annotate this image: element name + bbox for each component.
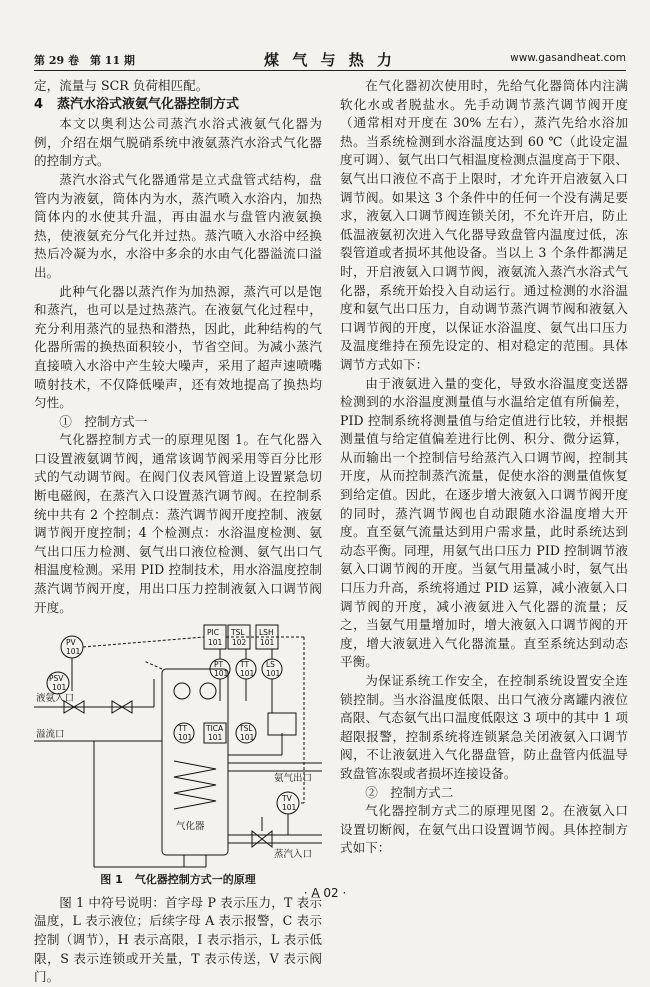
- tt-mid-label-b: 101: [178, 733, 193, 743]
- figure-1-diagram: [34, 621, 322, 869]
- subheading-mode-2: ② 控制方式二: [365, 784, 454, 800]
- pic-label-a: PIC: [207, 628, 219, 638]
- tsl102-label-b: 102: [232, 638, 247, 648]
- paragraph-safety-interlock: 为保证系统工作安全，在控制系统设置安全连锁控制。当水浴温度低限、出口气液分离罐内液位高限、气态氨气出口温度低限这 3 项中的其中 1 项超限报警，控制系统将连锁紧急关闭液氨入口调节阀，不让液氨进入气化器盘管，防止盘管内低温导致盘管冻裂或者损坏连接设备。: [340, 673, 628, 781]
- pt-label-b: 101: [214, 669, 229, 679]
- tsl101-label-a: TSL: [239, 724, 253, 734]
- gauge-right: [200, 683, 216, 699]
- pt-label-a: PT: [214, 660, 224, 670]
- control-diagram-svg: [34, 621, 322, 869]
- journal-website: www.gasandheat.com: [510, 52, 626, 64]
- psv-label-b: 101: [52, 683, 67, 693]
- figure-title: 气化器控制方式一的原理: [134, 873, 256, 887]
- ls-label-a: LS: [266, 660, 275, 670]
- paragraph-mode-1: 气化器控制方式一的原理见图 1。在气化器入口设置液氨调节阀，通常该调节阀采用等百分比形式的气动调节阀。在阀门仪表风管道上设置紧急切断电磁阀，在蒸汽入口设置蒸汽调节阀。在控制系统中共有 2 个控制点：蒸汽调节阀开度控制、液氨调节阀开度控制；4 个检测点：水浴温度检测、氨气出口压力检测、氨气出口液位检测、氨气出口气相温度检测。采用 PID 控制技术，用水浴温度控制蒸汽调节阀开度，用出口压力控制液氨入口调节阀开度。: [34, 432, 322, 615]
- tsl102-label-a: TSL: [231, 628, 245, 638]
- gas-outlet-label: 氨气出口: [274, 773, 313, 785]
- paragraph-first-use: 在气化器初次使用时，先给气化器筒体内注满软化水或者脱盐水。先手动调节蒸汽调节阀开度（通常相对开度在 30% 左右），蒸汽先给水浴加热。当系统检测到水浴温度达到 60 ℃（此设定温度可调）、氨气出口气相温度检测点温度高于下限、氨气出口液位不高于上限时，才允许开启液氨入口调节阀。如果这 3 个条件中的任何一个没有满足要求，液氨入口调节阀连锁关闭，不允许开启，防止低温液氨初次进入气化器导致盘管内温度过低，冻裂管道或者损坏其他设备。当以上 3 个条件都满足时，开启液氨入口调节阀，液氨流入蒸汽水浴式气化器，系统开始投入自动运行。通过检测的水浴温度和氨气出口压力，自动调节蒸汽调节阀和液氨入口调节阀的开度，以保证水浴温度、氨气出口压力及温度维持在预先设定的、相对稳定的范围。具体调节方式如下：: [340, 78, 628, 372]
- tv-label-b: 101: [282, 803, 297, 813]
- pv-label-b: 101: [66, 647, 81, 657]
- ls-label-b: 101: [266, 669, 281, 679]
- tica-label-a: TICA: [206, 724, 224, 734]
- paragraph-continued: 定，流量与 SCR 负荷相匹配。: [34, 78, 209, 93]
- tt-upper-label-b: 101: [240, 669, 255, 679]
- liquid-inlet-label: 液氨入口: [36, 693, 75, 705]
- right-column: [340, 77, 628, 858]
- vaporizer-label: 气化器: [176, 821, 205, 833]
- pic-label-b: 101: [208, 638, 223, 648]
- subheading-mode-1: ① 控制方式一: [59, 413, 148, 429]
- paragraph-pid-regulation: 由于液氨进入量的变化，导致水浴温度变送器检测到的水浴温度测量值与水温给定值有所偏差，PID 控制系统将测量值与给定值进行比较，并根据测量值与给定值偏差进行比例、积分、微分运算，从而输出一个控制信号给蒸汽入口调节阀，控制其开度，从而控制蒸汽流量，促使水浴的测量值恢复到给定值。因此，在逐步增大液氨入口调节阀开度的同时，蒸汽调节阀也自动跟随水浴温度增大开度。直至氨气流量达到用户需求量，此时系统达到动态平衡。同理，用氨气出口压力 PID 控制调节液氨入口调节阀的开度。当氨气用量减小时，氨气出口压力升高，系统将通过 PID 运算，减小液氨入口调节阀的开度，减小液氨进入气化器的流量；反之，当氨气用量增加时，增大液氨入口调节阀的开度，增大液氨进入气化器流量。直至系统达到动态平衡。: [340, 375, 628, 670]
- lsh-label-a: LSH: [259, 628, 274, 638]
- separator-tank: [268, 713, 296, 735]
- volume-issue: 第 29 卷 第 11 期: [34, 54, 135, 67]
- steam-inlet-label: 蒸汽入口: [274, 849, 313, 861]
- section-title: 蒸汽水浴式液氨气化器控制方式: [57, 96, 240, 112]
- paragraph-intro: 本文以奥利达公司蒸汽水浴式液氨气化器为例，介绍在烟气脱硝系统中液氨蒸汽水浴式气化器的控制方式。: [34, 116, 322, 169]
- page-number: · A 02 ·: [303, 886, 347, 900]
- tt-mid-label-a: TT: [178, 724, 188, 734]
- gauge-left: [174, 683, 190, 699]
- left-column: [34, 77, 322, 987]
- paragraph-symbols: 图 1 中符号说明：首字母 P 表示压力，T 表示温度，L 表示液位；后续字母 A 表示报警，C 表示控制（调节），H 表示高限，I 表示指示，L 表示低限，S 表示连锁或开关量，T 表示传送，V 表示阀门。: [34, 894, 322, 985]
- section-number: 4: [34, 96, 44, 112]
- page-header: [34, 44, 626, 71]
- paragraph-structure: 蒸汽水浴式气化器通常是立式盘管式结构，盘管内为液氨，筒体内为水，蒸汽喷入水浴内，加热筒体内的水使其升温，再由温水与盘管内液氨换热，使液氨充分气化并过热。蒸汽喷入水浴中经换热后冷凝为水，水浴中多余的水由气化器溢流口溢出。: [34, 171, 322, 280]
- tt-upper-label-a: TT: [240, 660, 250, 670]
- figure-number: 图 1: [100, 873, 123, 887]
- lsh-label-b: 101: [260, 638, 275, 648]
- section-heading-4: [34, 96, 322, 115]
- overflow-label: 溢流口: [36, 729, 65, 741]
- journal-title: 煤 气 与 热 力: [264, 51, 396, 69]
- tica-label-b: 101: [208, 733, 223, 743]
- psv-label-a: PSV: [49, 674, 64, 684]
- paragraph-heating: 此种气化器以蒸汽作为加热源，蒸汽可以是饱和蒸汽，也可以是过热蒸汽。在液氨气化过程中，充分利用蒸汽的显热和潜热，因此，此种结构的气化器所需的换热面积较小，节省空间。为减小蒸汽直接喷入水浴中产生较大噪声，采用了超声速喷嘴喷射技术，不仅降低噪声，还有效地提高了换热均匀性。: [34, 283, 322, 411]
- pv-label-a: PV: [66, 638, 76, 648]
- paragraph-mode-2: 气化器控制方式二的原理见图 2。在液氨入口设置切断阀，在氨气出口设置调节阀。具体控制方式如下：: [340, 803, 628, 856]
- tsl101-label-b: 101: [240, 733, 255, 743]
- tv-label-a: TV: [282, 794, 292, 804]
